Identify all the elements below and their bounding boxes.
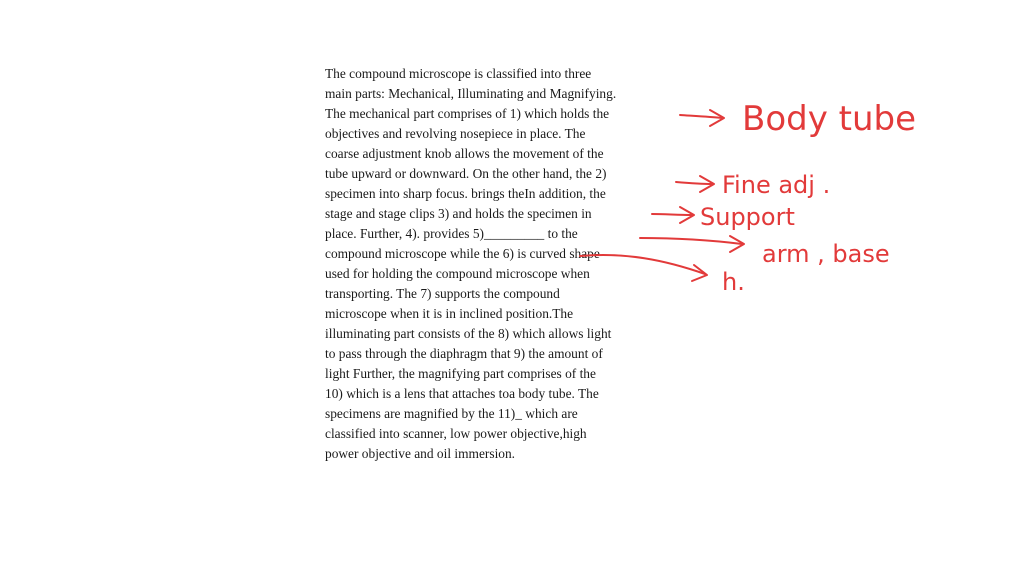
text-line: transporting. The 7) supports the compound [325, 286, 560, 301]
arrow-5 [580, 255, 707, 281]
text-line: compound microscope while the 6) is curved shape [325, 246, 600, 261]
note-support: Support [700, 203, 795, 231]
text-line: light Further, the magnifying part comprises of the [325, 366, 596, 381]
text-line: objectives and revolving nosepiece in place. The [325, 126, 586, 141]
text-line: used for holding the compound microscope when [325, 266, 590, 281]
text-line: to pass through the diaphragm that 9) the amount of [325, 346, 603, 361]
text-line: main parts: Mechanical, Illuminating and Magnifying. [325, 86, 617, 101]
text-line: place. Further, 4). provides 5)_________ to the [325, 226, 578, 241]
text-line: specimen into sharp focus. brings theIn addition, the [325, 186, 606, 201]
note-arm-base: arm , base [762, 240, 890, 268]
text-line: tube upward or downward. On the other hand, the 2) [325, 166, 607, 181]
arrow-3 [652, 207, 694, 223]
note-fine-adj: Fine adj . [722, 171, 831, 199]
note-body-tube: Body tube [742, 99, 917, 139]
text-line: 10) which is a lens that attaches toa body tube. The [325, 386, 599, 401]
arrow-2 [676, 176, 714, 192]
text-line: The mechanical part comprises of 1) which holds the [325, 106, 610, 121]
text-line: classified into scanner, low power objective,high [325, 426, 587, 441]
text-line: The compound microscope is classified into three [325, 66, 592, 81]
text-line: coarse adjustment knob allows the movement of the [325, 146, 604, 161]
text-line: microscope when it is in inclined position.The [325, 306, 574, 321]
text-line: stage and stage clips 3) and holds the specimen in [325, 206, 592, 221]
text-line: illuminating part consists of the 8) which allows light [325, 326, 612, 341]
arrow-1 [680, 110, 724, 126]
text-line: power objective and oil immersion. [325, 446, 516, 461]
text-line: specimens are magnified by the 11)_ which are [325, 406, 578, 421]
note-h: h. [722, 268, 745, 296]
arrow-4 [640, 236, 744, 252]
